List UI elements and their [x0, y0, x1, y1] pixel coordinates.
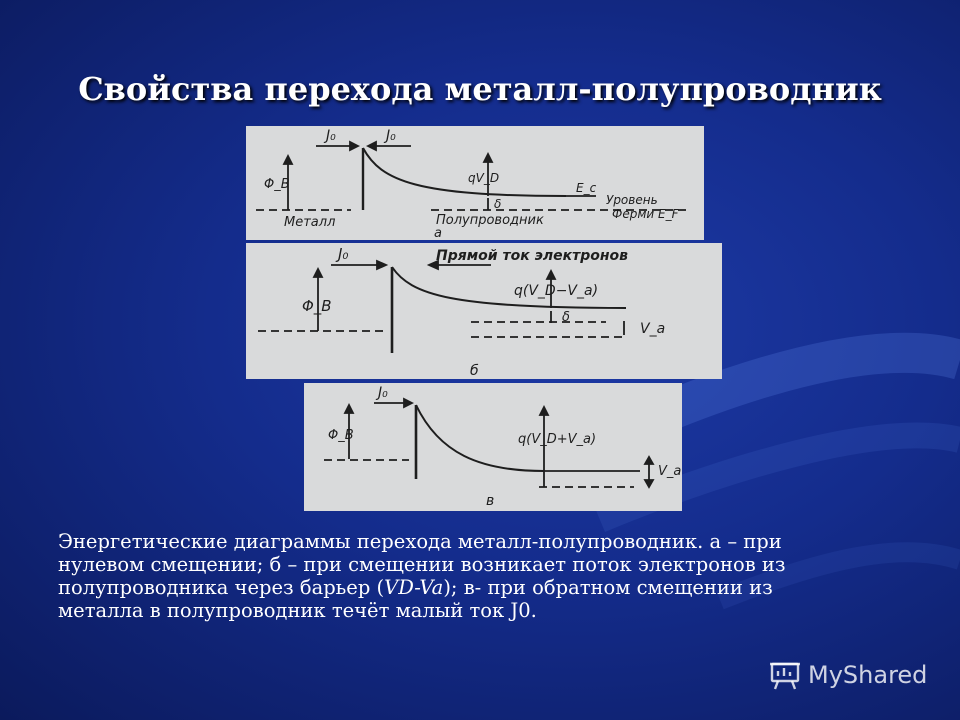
diagram-a-fermi-1: Уровень [606, 193, 658, 207]
diagram-c-phi-b: Φ_B [328, 428, 354, 443]
caption-formula: VD-Va [384, 576, 444, 599]
diagram-a-metal-label: Металл [284, 215, 336, 230]
diagram-b-letter: б [470, 363, 479, 379]
diagram-a-qvd: qV_D [468, 171, 500, 185]
diagram-c-q-expr: q(V_D+V_a) [518, 432, 597, 447]
diagram-b-q-expr: q(V_D−V_a) [514, 283, 599, 299]
diagram-b-va: V_a [640, 321, 666, 337]
diagram-c-j0: J₀ [378, 385, 388, 401]
diagram-b-phi-b: Φ_B [302, 297, 332, 315]
diagram-a-fermi-2: Ферми E_F [612, 207, 679, 221]
caption-part1: Энергетические диаграммы перехода металл-полупроводник. а – при нулевом смещении; б – при смещении возникает поток электронов из полупроводника через барьер ( [58, 530, 786, 599]
diagram-a-letter: а [434, 226, 442, 240]
diagram-a-j0-left: J₀ [326, 128, 336, 144]
diagram-b-j0: J₀ [338, 245, 349, 263]
diagram-b-delta: δ [562, 310, 570, 325]
diagram-a-ec: E_c [576, 181, 597, 195]
slide-title: Свойства перехода металл-полупроводник [78, 70, 882, 108]
presentation-board-icon [768, 658, 802, 692]
myshared-logo[interactable] [768, 657, 927, 693]
diagram-a-zero-bias [246, 126, 704, 240]
diagram-c-letter: в [486, 493, 495, 509]
logo-text: MyShared [808, 661, 928, 689]
diagram-a-delta: δ [494, 197, 502, 211]
slide-caption [58, 530, 858, 622]
diagram-a-phi-b: Φ_B [264, 177, 290, 192]
diagram-c-va: V_a [658, 464, 682, 479]
diagram-a-j0-right: J₀ [386, 128, 396, 144]
diagram-c-reverse-bias [304, 383, 682, 511]
diagram-b-forward-bias [246, 243, 722, 379]
diagram-a-semiconductor-label: Полупроводник [436, 213, 544, 228]
caption-part2: ); в- при обратном смещении из металла в полупроводник течёт малый ток J0. [58, 576, 773, 622]
diagram-b-forward-label: Прямой ток электронов [436, 248, 629, 264]
